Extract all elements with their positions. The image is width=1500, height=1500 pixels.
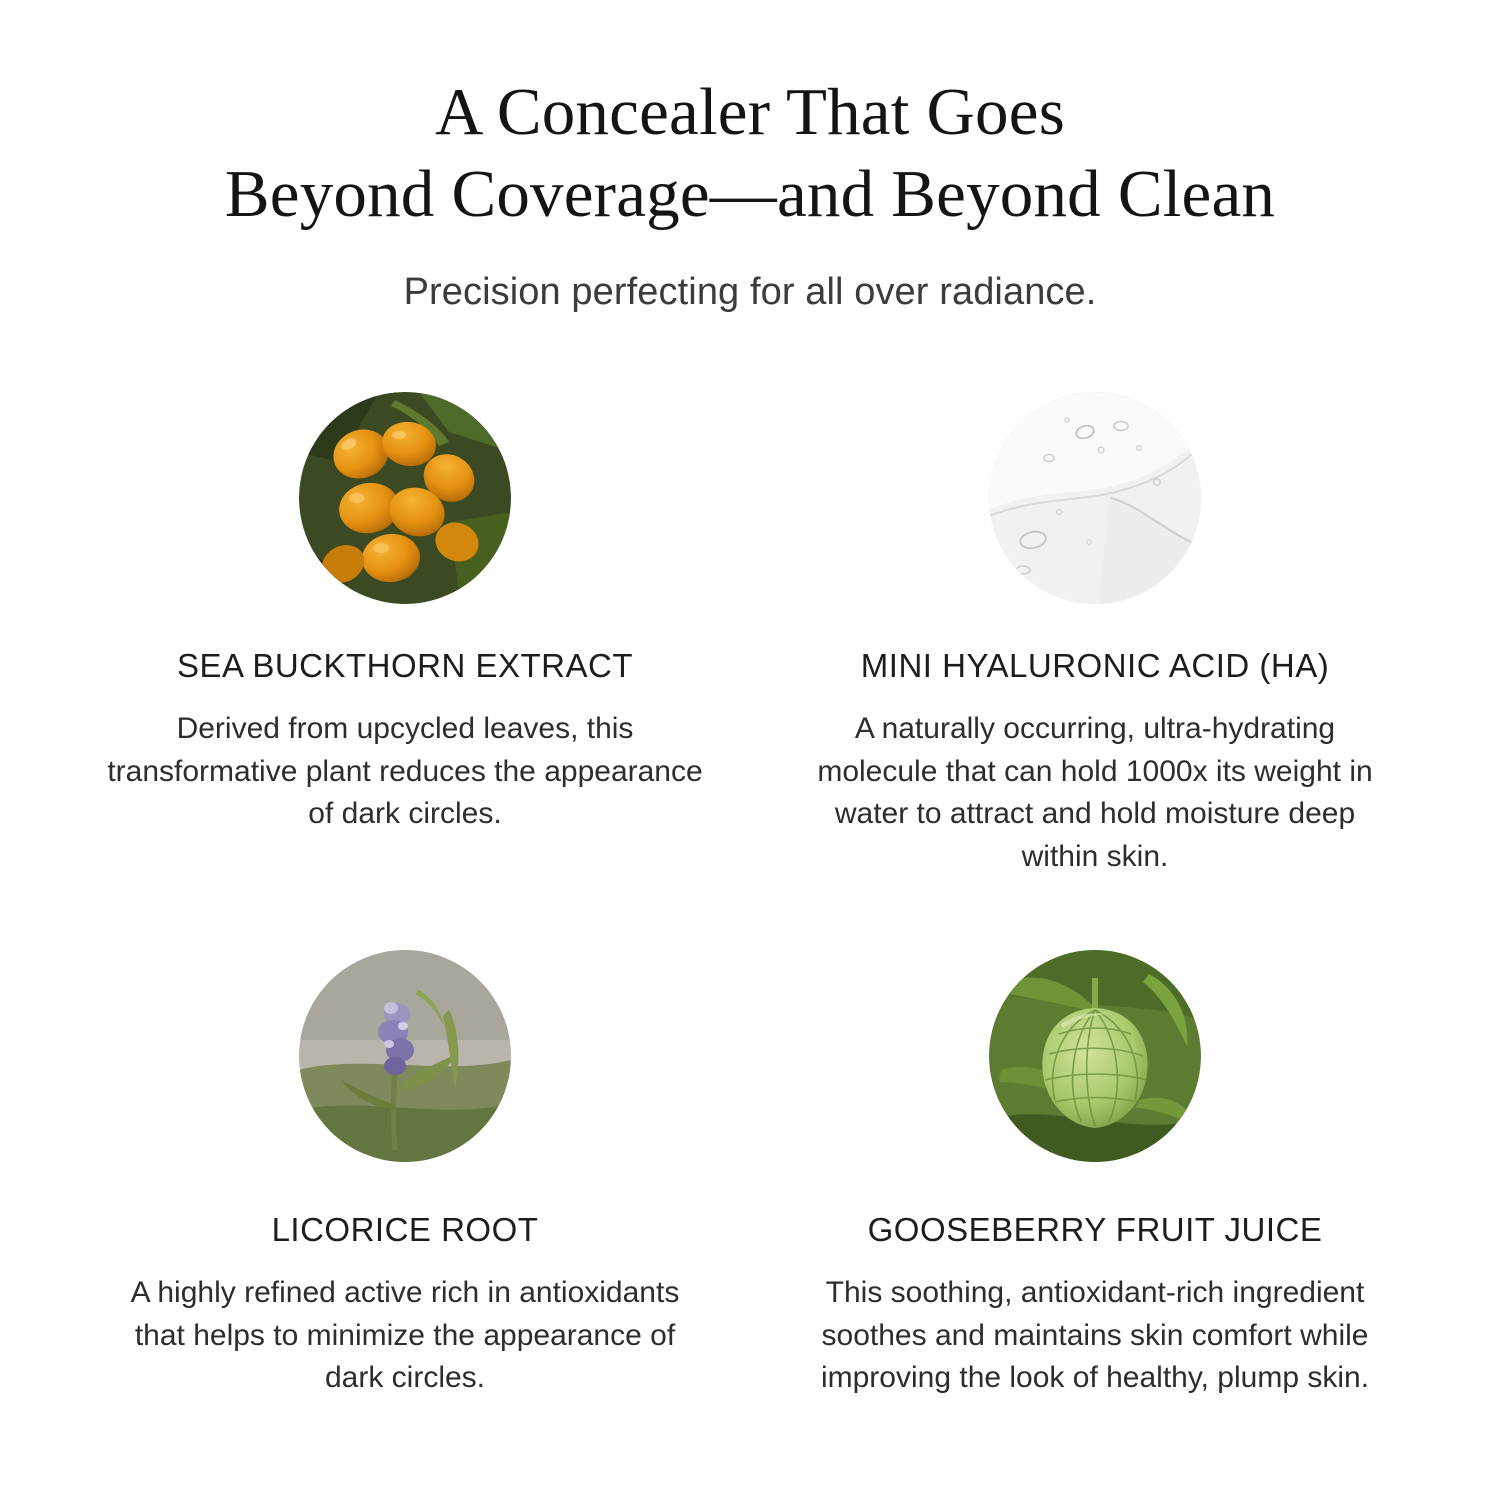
ingredient-title: SEA BUCKTHORN EXTRACT — [176, 647, 634, 685]
gooseberry-fruit-image — [989, 950, 1201, 1162]
ingredient-description: This soothing, antioxidant-rich ingredient soothes and maintains skin comfort while improving the look of healthy, plump skin. — [820, 1276, 1370, 1395]
ingredient-title: MINI HYALURONIC ACID (HA) — [860, 647, 1330, 685]
sea-buckthorn-berries-image — [299, 392, 511, 604]
ingredient-description: A highly refined active rich in antioxidants that helps to minimize the appearance of dark circles. — [130, 1276, 680, 1395]
ingredient-description: Derived from upcycled leaves, this transformative plant reduces the appearance of dark circles. — [107, 712, 703, 831]
ingredient-grid — [100, 392, 1400, 1399]
hyaluronic-acid-gel-texture-image — [989, 392, 1201, 604]
page-title-line-1: A Concealer That Goes — [435, 75, 1065, 149]
ingredient-title: GOOSEBERRY FRUIT JUICE — [867, 1211, 1323, 1249]
page-title-line-2: Beyond Coverage—and Beyond Clean — [224, 156, 1276, 231]
ingredient-card-gooseberry — [790, 950, 1400, 1399]
page-subtitle: Precision perfecting for all over radiance. — [403, 271, 1097, 314]
licorice-root-flower-image — [299, 950, 511, 1162]
ingredient-card-sea-buckthorn — [100, 392, 710, 878]
page-title — [225, 72, 1275, 235]
ingredient-card-licorice-root — [100, 950, 710, 1399]
ingredient-description: A naturally occurring, ultra-hydrating molecule that can hold 1000x its weight in water to attract and hold moisture deep within skin. — [817, 712, 1373, 873]
ingredient-title: LICORICE ROOT — [271, 1211, 539, 1249]
ingredient-card-hyaluronic-acid — [790, 392, 1400, 878]
